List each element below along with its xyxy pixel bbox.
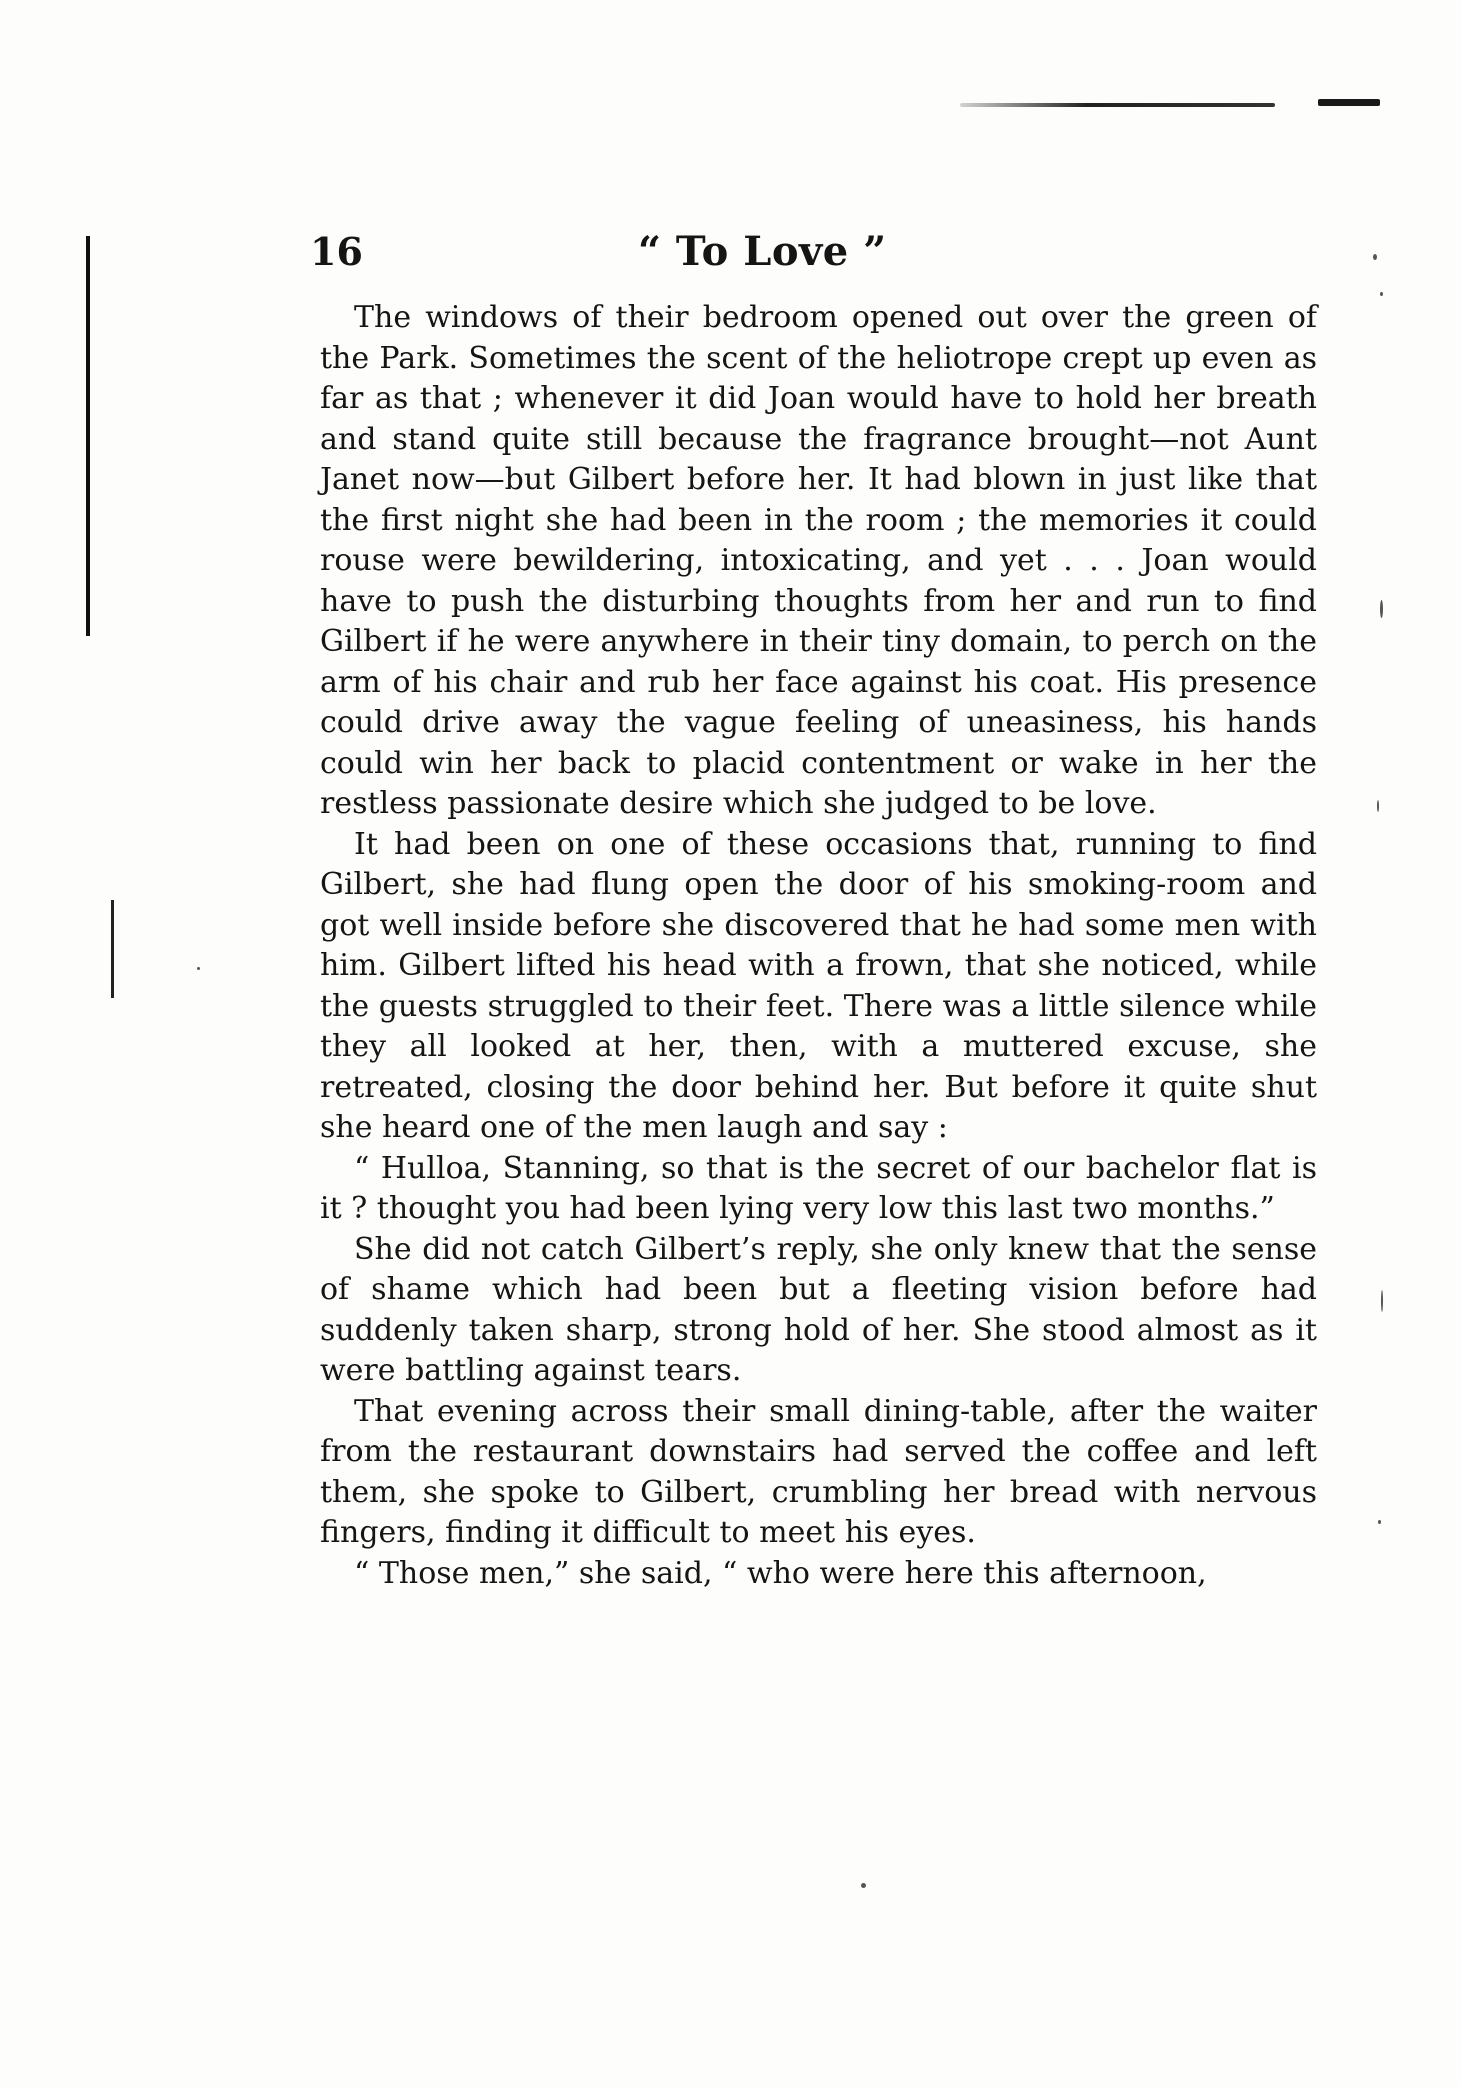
scan-speck: [861, 1883, 866, 1888]
paragraph: That evening across their small dining-table, after the waiter from the restaurant downstairs had served the coffee and left them, she spoke to Gilbert, crumbling her bread with nervous fingers, finding it difficult to meet his eyes.: [320, 1393, 1317, 1550]
page-number: 16: [310, 229, 363, 274]
body-text: [320, 298, 1317, 1594]
paragraph: “ Hulloa, Stanning, so that is the secret of our bachelor flat is it ? thought you had been lying very low this last two months.”: [320, 1150, 1317, 1226]
page-title: “ To Love ”: [638, 228, 887, 275]
paragraph: The windows of their bedroom opened out over the green of the Park. Sometimes the scent of the heliotrope crept up even as far as that ; whenever it did Joan would have to hold her breath and stand quite still because the fragrance brought—not Aunt Janet now—but Gilbert before her. It had blown in just like that the first night she had been in the room ; the memories it could rouse were bewildering, intoxicating, and yet . . . Joan would have to push the disturbing thoughts from her and run to find Gilbert if he were anywhere in their tiny domain, to perch on the arm of his chair and rub her face against his coat. His presence could drive away the vague feeling of uneasiness, his hands could win her back to placid contentment or wake in her the restless passionate desire which she judged to be love.: [320, 300, 1317, 821]
scan-speck: [1380, 600, 1383, 618]
paragraph: “ Those men,” she said, “ who were here this afternoon,: [354, 1555, 1207, 1591]
paragraph: It had been on one of these occasions that, running to find Gilbert, she had flung open the door of his smoking-room and got well inside before she discovered that he had some men with him. Gilbert lifted his head with a frown, that she noticed, while the guests struggled to their feet. There was a little silence while they all looked at her, then, with a muttered excuse, she retreated, closing the door behind her. But before it quite shut she heard one of the men laugh and say :: [320, 826, 1317, 1145]
scan-mark-top-block: [1318, 99, 1380, 106]
scan-speck: [1377, 800, 1379, 812]
scan-mark-top-rule: [960, 103, 1275, 107]
running-head: [0, 222, 1461, 282]
scan-speck: [1381, 1290, 1383, 1312]
scan-speck: [197, 967, 200, 970]
scan-speck: [1380, 292, 1383, 296]
scan-mark-left-margin-line-lower: [111, 900, 114, 998]
paragraph: She did not catch Gilbert’s reply, she only knew that the sense of shame which had been but a fleeting vision before had suddenly taken sharp, strong hold of her. She stood almost as it were battling against tears.: [320, 1231, 1317, 1388]
scan-speck: [1378, 1520, 1381, 1524]
scan-mark-left-margin-line: [86, 236, 90, 636]
